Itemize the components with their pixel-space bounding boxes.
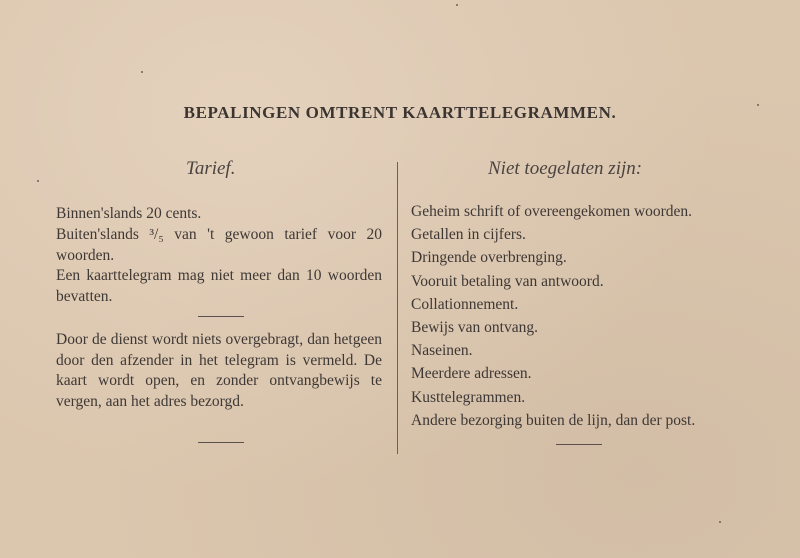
paper-speck (719, 521, 721, 523)
left-rule-bottom (198, 442, 244, 443)
right-rule-bottom (556, 444, 602, 445)
not-allowed-heading: Niet toegelaten zijn: (488, 158, 643, 179)
paper-speck (37, 180, 39, 182)
paper-speck (456, 4, 458, 6)
list-item: Geheim schrift of overeengekomen woorden. (411, 203, 693, 220)
list-item: Meerdere adressen. (411, 365, 532, 383)
tariff-word-limit: Een kaarttelegram mag niet meer dan 10 woorden bevatten. (56, 267, 382, 305)
not-allowed-list (411, 200, 751, 432)
service-note: Door de dienst wordt niets overgebragt, dan hetgeen door den afzender in het telegram is vermeld. De kaart wordt open, en zonder ontvangbewijs te vergen, aan het adres bezorgd. (56, 331, 382, 410)
tariff-heading: Tarief. (186, 158, 236, 179)
list-item: Kusttelegrammen. (411, 388, 526, 406)
tariff-domestic: Binnen'slands 20 cents. (56, 205, 202, 222)
list-item: Collationnement. (411, 295, 519, 313)
list-item: Vooruit betaling van antwoord. (411, 272, 604, 290)
list-item: Dringende overbrenging. (411, 249, 567, 267)
paper-speck (141, 71, 143, 73)
paper-speck (757, 104, 759, 106)
list-item: Andere bezorging buiten de lijn, dan der post. (411, 411, 696, 429)
tariff-foreign: Buiten'slands ³/₅ van 't gewoon tarief voor 20 woorden. (56, 226, 382, 264)
left-rule-top (198, 316, 244, 317)
card-heading: BEPALINGEN OMTRENT KAARTTELEGRAMMEN. (183, 103, 617, 122)
list-item: Naseinen. (411, 342, 473, 360)
list-item: Bewijs van ontvang. (411, 318, 538, 336)
column-divider (397, 162, 398, 454)
list-item: Getallen in cijfers. (411, 226, 526, 244)
